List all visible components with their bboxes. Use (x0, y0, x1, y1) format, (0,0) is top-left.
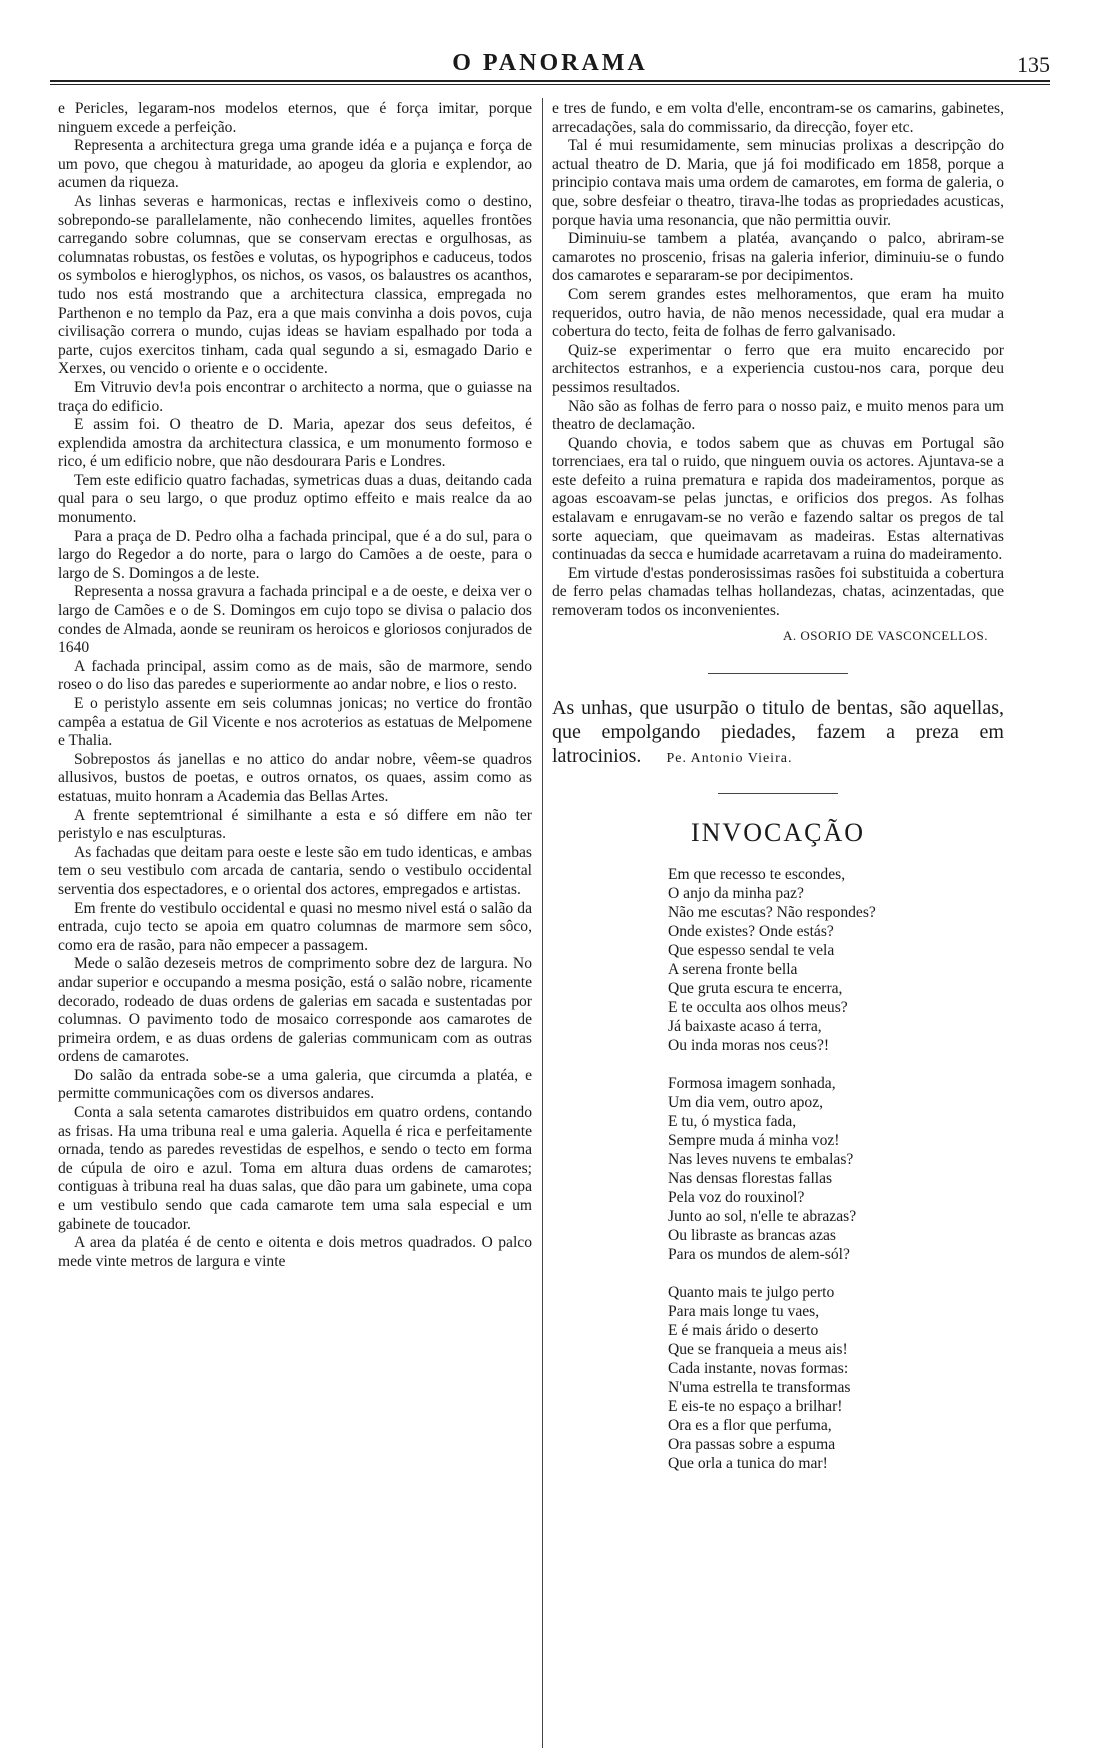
left-column (58, 100, 532, 1271)
poem (552, 865, 1004, 1473)
poem-line: Sempre muda á minha voz! (668, 1131, 840, 1149)
paragraph: Representa a nossa gravura a fachada principal e a de oeste, e deixa ver o largo de Camões e o de S. Domingos em cujo topo se divisa o palacio dos condes de Almada, aonde se reuniram os heroicos e gloriosos conjurados de 1640 (58, 583, 532, 657)
paragraph: A fachada principal, assim como as de mais, são de marmore, sendo roseo o do liso das paredes e superiormente ao andar nobre, e lios o resto. (58, 657, 532, 694)
poem-title: INVOCAÇÃO (691, 818, 865, 848)
poem-line: Formosa imagem sonhada, (668, 1074, 836, 1092)
poem-line: E eis-te no espaço a brilhar! (668, 1397, 843, 1415)
poem-line: O anjo da minha paz? (668, 884, 804, 902)
paragraph: Quiz-se experimentar o ferro que era muito encarecido por architectos estranhos, e a experiencia custou-nos cara, porque deu pessimos resultados. (552, 341, 1004, 396)
poem-line: Para mais longe tu vaes, (668, 1302, 820, 1320)
quote-block (552, 696, 1004, 771)
poem-line: Pela voz do rouxinol? (668, 1188, 805, 1206)
quote-text: As unhas, que usurpão o titulo de bentas, são aquellas, que empolgando piedades, fazem a preza em latrocinios. (552, 697, 1004, 768)
paragraph: Com serem grandes estes melhoramentos, que eram ha muito requeridos, outro havia, de não menos necessidade, qual era mudar a cobertura do tecto, feita de folhas de ferro galvanisado. (552, 285, 1004, 341)
poem-line: Que gruta escura te encerra, (668, 979, 843, 997)
poem-line: E é mais árido o deserto (668, 1321, 819, 1339)
paragraph: As fachadas que deitam para oeste e leste são em tudo identicas, e ambas tem o seu vestibulo com arcada de cantaria, sendo o vestibulo occidental serventia dos espectadores, e o oriental dos actores, empregados e artistas. (58, 843, 532, 898)
paragraph: Para a praça de D. Pedro olha a fachada principal, que é a do sul, para o largo do Regedor a do norte, para o largo do Camões a de oeste, para o largo de S. Domingos a de leste. (58, 527, 532, 582)
header-rule-thin (50, 84, 1050, 85)
paragraph: Sobrepostos ás janellas e no attico do andar nobre, vêem-se quadros allusivos, bustos de poetas, e outros ornatos, os quaes, assim como as estatuas, muito honram a Academia das Bellas Artes. (58, 750, 532, 805)
paragraph: Tem este edificio quatro fachadas, symetricas duas a duas, deitando cada qual para o seu largo, o que produz optimo effeito e mais realce da ao monumento. (58, 471, 532, 527)
poem-line: Que espesso sendal te vela (668, 941, 835, 959)
poem-line: Que orla a tunica do mar! (668, 1454, 828, 1472)
poem-line: Que se franqueia a meus ais! (668, 1340, 848, 1358)
poem-line: Nas leves nuvens te embalas? (668, 1150, 854, 1168)
poem-line: Não me escutas? Não respondes? (668, 903, 876, 921)
poem-stanza (668, 1074, 1004, 1264)
paragraph: Em Vitruvio dev!a pois encontrar o architecto a norma, que o guiasse na traça do edificio. (58, 378, 532, 415)
section-divider (708, 673, 848, 674)
poem-line: Um dia vem, outro apoz, (668, 1093, 824, 1111)
paragraph: A area da platéa é de cento e oitenta e dois metros quadrados. O palco mede vinte metros de largura e vinte (58, 1234, 532, 1270)
paragraph: Tal é mui resumidamente, sem minucias prolixas a descripção do actual theatro de D. Maria, que já foi modificado em 1858, porque a principio contava mais uma ordem de camarotes, em forma de galeria, o que, sobre desfeiar o theatro, tirava-lhe todas as propriedades acusticas, porque havia uma resonancia, que não permittia ouvir. (552, 137, 1004, 229)
poem-stanza (668, 1283, 1004, 1473)
poem-line: Ou inda moras nos ceus?! (668, 1036, 830, 1054)
column-divider (542, 98, 543, 1748)
page-title: O PANORAMA (452, 50, 648, 76)
header-rule (50, 80, 1050, 82)
paragraph: As linhas severas e harmonicas, rectas e inflexiveis como o destino, sobrepondo-se parallelamente, não conhecendo limites, aquelles frontões carregando sobre columnas, que se conservam erectas e orgulhosas, as columnatas robustas, os festões e volutas, os hypogriphos e caduceus, todos os symbolos e hieroglyphos, os nichos, os vasos, os balaustres os acanthos, tudo nos está mostrando que a architectura classica, empregada no Parthenon e no templo da Paz, era a que mais convinha a dois povos, cuja civilisação correra o mundo, cujas ideas se haviam espalhado por toda a parte, cujos exercitos tinham, cada qual segundo a si, esmagado Dario e Xerxes, ou vencido o oriente e o occidente. (58, 192, 532, 378)
paragraph: A frente septemtrional é similhante a esta e só differe em não ter peristylo e nas esculpturas. (58, 806, 532, 843)
paragraph: e Pericles, legaram-nos modelos eternos, que é força imitar, porque ninguem excede a perfeição. (58, 100, 532, 136)
right-column-article (552, 100, 1004, 621)
poem-line: Ora es a flor que perfuma, (668, 1416, 832, 1434)
poem-line: Para os mundos de alem-sól? (668, 1245, 850, 1263)
section-divider (718, 793, 838, 794)
paragraph: E assim foi. O theatro de D. Maria, apezar dos seus defeitos, é explendida amostra da architectura classica, e um monumento formoso e rico, é um edificio nobre, que não desdourara Paris e Londres. (58, 416, 532, 471)
paragraph: E o peristylo assente em seis columnas jonicas; no vertice do frontão campêa a estatua de Gil Vicente e nos acroterios as estatuas de Melpomene e Thalia. (58, 695, 532, 750)
page-header (50, 46, 1050, 86)
paragraph: Conta a sala setenta camarotes distribuidos em quatro ordens, contando as frisas. Ha uma tribuna real e uma galeria. Aquella é rica e perfeitamente ornada, tendo as paredes revestidas de espelhos, e sendo o tecto em forma de cúpula de oiro e azul. Toma em altura duas ordens de camarotes; contiguas à tribuna real ha duas salas, que dão para um gabinete, uma copa e um vestibulo sendo que cada camarote tem uma sala especial e um gabinete de toucador. (58, 1104, 532, 1233)
paragraph: Em frente do vestibulo occidental e quasi no mesmo nivel está o salão da entrada, cujo tecto se apoia em quatro columnas de marmore sem sôco, como era de rasão, para não empecer a passagem. (58, 899, 532, 954)
paragraph: Diminuiu-se tambem a platéa, avançando o palco, abriram-se camarotes no proscenio, frisas na galeria inferior, diminuiu-se o fundo dos camarotes e separaram-se por decipimentos. (552, 230, 1004, 285)
paragraph: Do salão da entrada sobe-se a uma galeria, que circumda a platéa, e permitte communicações com os diversos andares. (58, 1066, 532, 1103)
poem-line: Junto ao sol, n'elle te abrazas? (668, 1207, 857, 1225)
poem-line: Ora passas sobre a espuma (668, 1435, 836, 1453)
poem-line: Em que recesso te escondes, (668, 865, 846, 883)
paragraph: Em virtude d'estas ponderosissimas rasões foi substituida a cobertura de ferro pelas chamadas telhas hollandezas, chatas, acinzentadas, que removeram todos os inconvenientes. (552, 564, 1004, 620)
poem-line: Já baixaste acaso á terra, (668, 1017, 822, 1035)
paragraph: e tres de fundo, e em volta d'elle, encontram-se os camarins, gabinetes, arrecadações, sala do commissario, da direcção, foyer etc. (552, 100, 1004, 136)
paragraph: Mede o salão dezeseis metros de comprimento sobre dez de largura. No andar superior e occupando a mesma posição, está o salão nobre, ricamente decorado, rodeado de duas ordens de galerias em sacada e sustentadas por columnas. O pavimento todo de mosaico corresponde aos camarotes de primeira ordem, e as duas ordens de galerias communicam com as outras ordens de camarotes. (58, 955, 532, 1066)
poem-line: E te occulta aos olhos meus? (668, 998, 848, 1016)
poem-line: Onde existes? Onde estás? (668, 922, 834, 940)
poem-line: Ou libraste as brancas azas (668, 1226, 836, 1244)
poem-line: N'uma estrella te transformas (668, 1378, 851, 1396)
poem-line: Quanto mais te julgo perto (668, 1283, 835, 1301)
poem-line: Cada instante, novas formas: (668, 1359, 849, 1377)
quote-author: Pe. Antonio Vieira. (666, 751, 793, 767)
paragraph: Não são as folhas de ferro para o nosso paiz, e muito menos para um theatro de declamação. (552, 397, 1004, 434)
paragraph: Quando chovia, e todos sabem que as chuvas em Portugal são torrenciaes, era tal o ruido, que ninguem ouvia os actores. Ajuntava-se a este defeito a ruina prematura e rapida dos madeiramentos, porque as agoas escoavam-se pelas junctas, e orificios dos pregos. As folhas estalavam e enrugavam-se no verão e fazendo saltar os pregos de tal sorte aqueciam, que queimavam as madeiras. Estas alternativas continuadas da secca e humidade acarretavam a ruina do madeiramento. (552, 434, 1004, 564)
poem-line: Nas densas florestas fallas (668, 1169, 833, 1187)
page-number: 135 (1017, 52, 1050, 77)
poem-line: A serena fronte bella (668, 960, 798, 978)
poem-stanza (668, 865, 1004, 1055)
right-column (552, 100, 1004, 1492)
article-signature: A. OSORIO DE VASCONCELLOS. (782, 627, 988, 643)
paragraph: Representa a architectura grega uma grande idéa e a pujança e força de um povo, que chegou à maturidade, ao apogeu da gloria e explendor, ao acumen da riqueza. (58, 137, 532, 192)
poem-line: E tu, ó mystica fada, (668, 1112, 797, 1130)
